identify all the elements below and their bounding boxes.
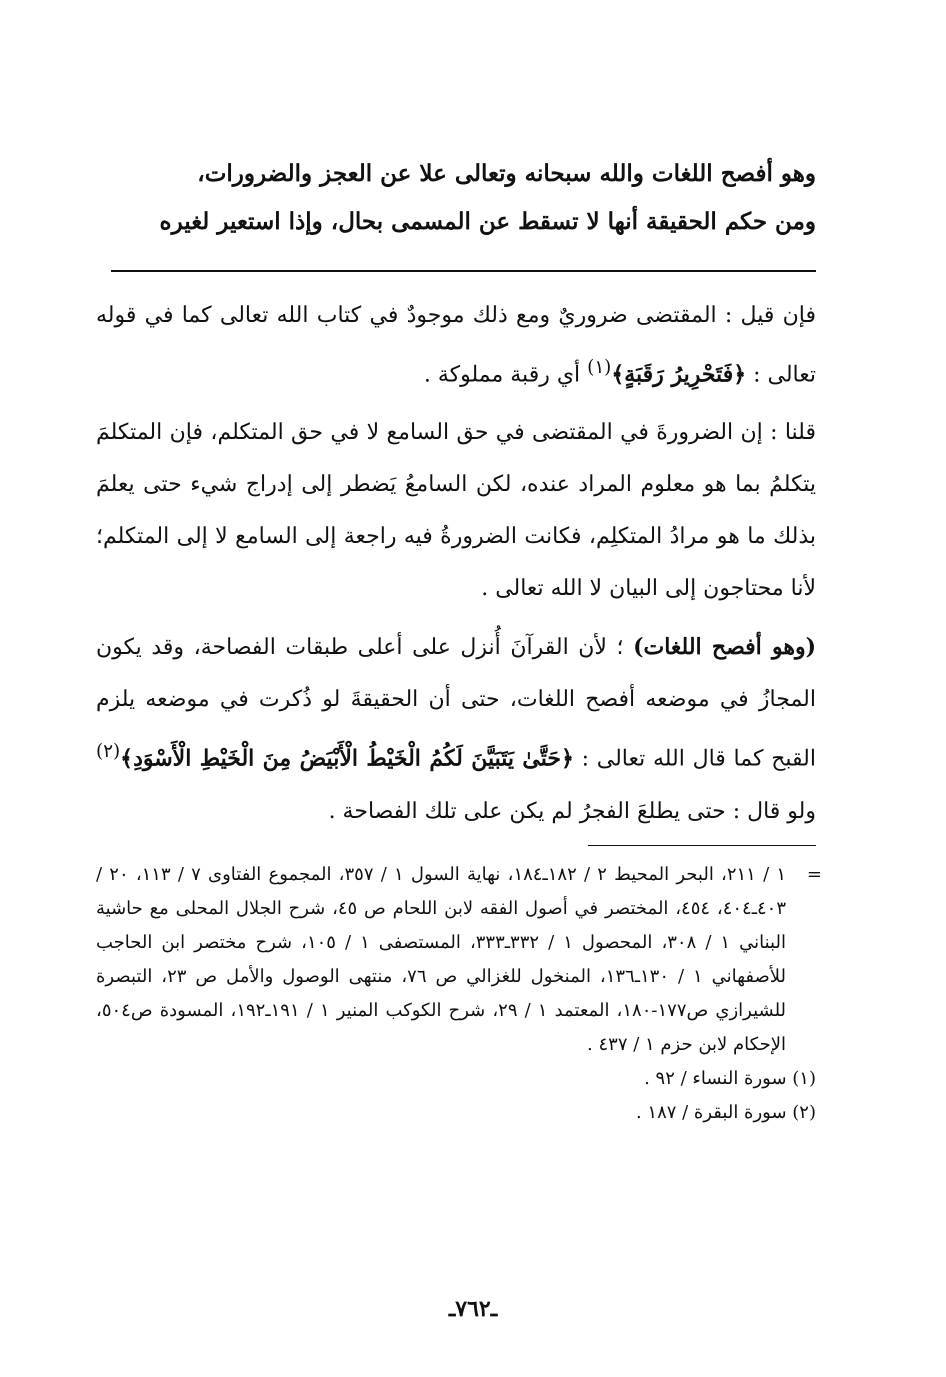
sharh-paragraph-1-text: فإن قيل : المقتضى ضروريٌ ومع ذلك موجودٌ في كتاب الله تعالى كما في قوله تعالى : <box>96 303 816 388</box>
sharh-paragraph-3-text: ولو قال : حتى يطلعَ الفجرُ لم يكن على تلك الفصاحة . <box>328 798 816 824</box>
sharh-paragraph-3-text: ؛ لأن القرآنَ أُنزل على أعلى طبقات الفصاحة، وقد يكون المجازُ في موضعه أفصح اللغات، حتى أن الحقيقةَ لو ذُكرت في موضعه يلزم القبح كما قال الله تعالى : <box>96 635 816 772</box>
footnote-continuation-text: ١ / ٢١١، البحر المحيط ٢ / ١٨٢ـ١٨٤، نهاية السول ١ / ٣٥٧، المجموع الفتاوى ٧ / ١١٣، ٢٠ / ٤٠٣ـ٤٠٤، ٤٥٤، المختصر في أصول الفقه لابن اللحام ص ٤٥، شرح الجلال المحلى مع حاشية البناني ١ / ٣٠٨، المحصول ١ / ٣٣٢ـ٣٣٣، المستصفى ١ / ١٠٥، شرح مختصر ابن الحاجب للأصفهاني ١ / ١٣٠ـ١٣٦، المنخول للغزالي ص ٧٦، منتهى الوصول والأمل ص ٢٣، التبصرة للشيرازي ص١٧٧-١٨٠، المعتمد ١ / ٢٩، شرح الكوكب المنير ١ / ١٩١ـ١٩٢، المسودة ص٥٠٤، الإحكام لابن حزم ١ / ٤٣٧ . <box>96 864 787 1055</box>
sharh-paragraph-3 <box>96 621 816 837</box>
footnote-separator-rule <box>588 845 816 846</box>
quran-verse: ﴿حَتَّىٰ يَتَبَيَّنَ لَكُمُ الْخَيْطُ الْأَبْيَضُ مِنَ الْخَيْطِ الْأَسْوَدِ﴾ <box>120 745 574 772</box>
footnotes <box>96 858 822 1130</box>
sharh-paragraph-1 <box>96 290 816 401</box>
quran-verse: ﴿فَتَحْرِيرُ رَقَبَةٍ﴾ <box>611 361 747 388</box>
footnote-1: (١) سورة النساء / ٩٢ . <box>644 1068 816 1089</box>
matn-separator-rule <box>111 270 816 272</box>
footnote-ref: (٢) <box>96 741 121 763</box>
footnote-continuation <box>96 858 822 1062</box>
continuation-mark: = <box>806 864 822 885</box>
footnote-2: (٢) سورة البقرة / ١٨٧ . <box>635 1102 816 1123</box>
page-number: ـ٧٦٢ـ <box>448 1296 498 1322</box>
matn-line-1: وهو أفصح اللغات والله سبحانه وتعالى علا عن العجز والضرورات، <box>197 160 816 187</box>
matn-quote: (وهو أفصح اللغات) <box>633 634 817 661</box>
footnote-ref: (١) <box>587 357 612 378</box>
sharh-paragraph-1-text: أي رقبة مملوكة . <box>423 362 588 388</box>
sharh-paragraph-2: قلنا : إن الضرورةَ في المقتضى في حق السامع لا في حق المتكلم، فإن المتكلمَ يتكلمُ بما هو معلوم المراد عنده، لكن السامعُ يَضطر إلى إدراج شيء حتى يعلمَ بذلك ما هو مرادُ المتكلِم، فكانت الضرورةُ فيه راجعة إلى السامع لا إلى المتكلم؛ لأنا محتاجون إلى البيان لا الله تعالى . <box>96 420 816 602</box>
sharh-text <box>96 290 816 844</box>
matn-line-2: ومن حكم الحقيقة أنها لا تسقط عن المسمى بحال، وإذا استعير لغيره <box>159 208 816 235</box>
matn-text <box>96 150 816 246</box>
